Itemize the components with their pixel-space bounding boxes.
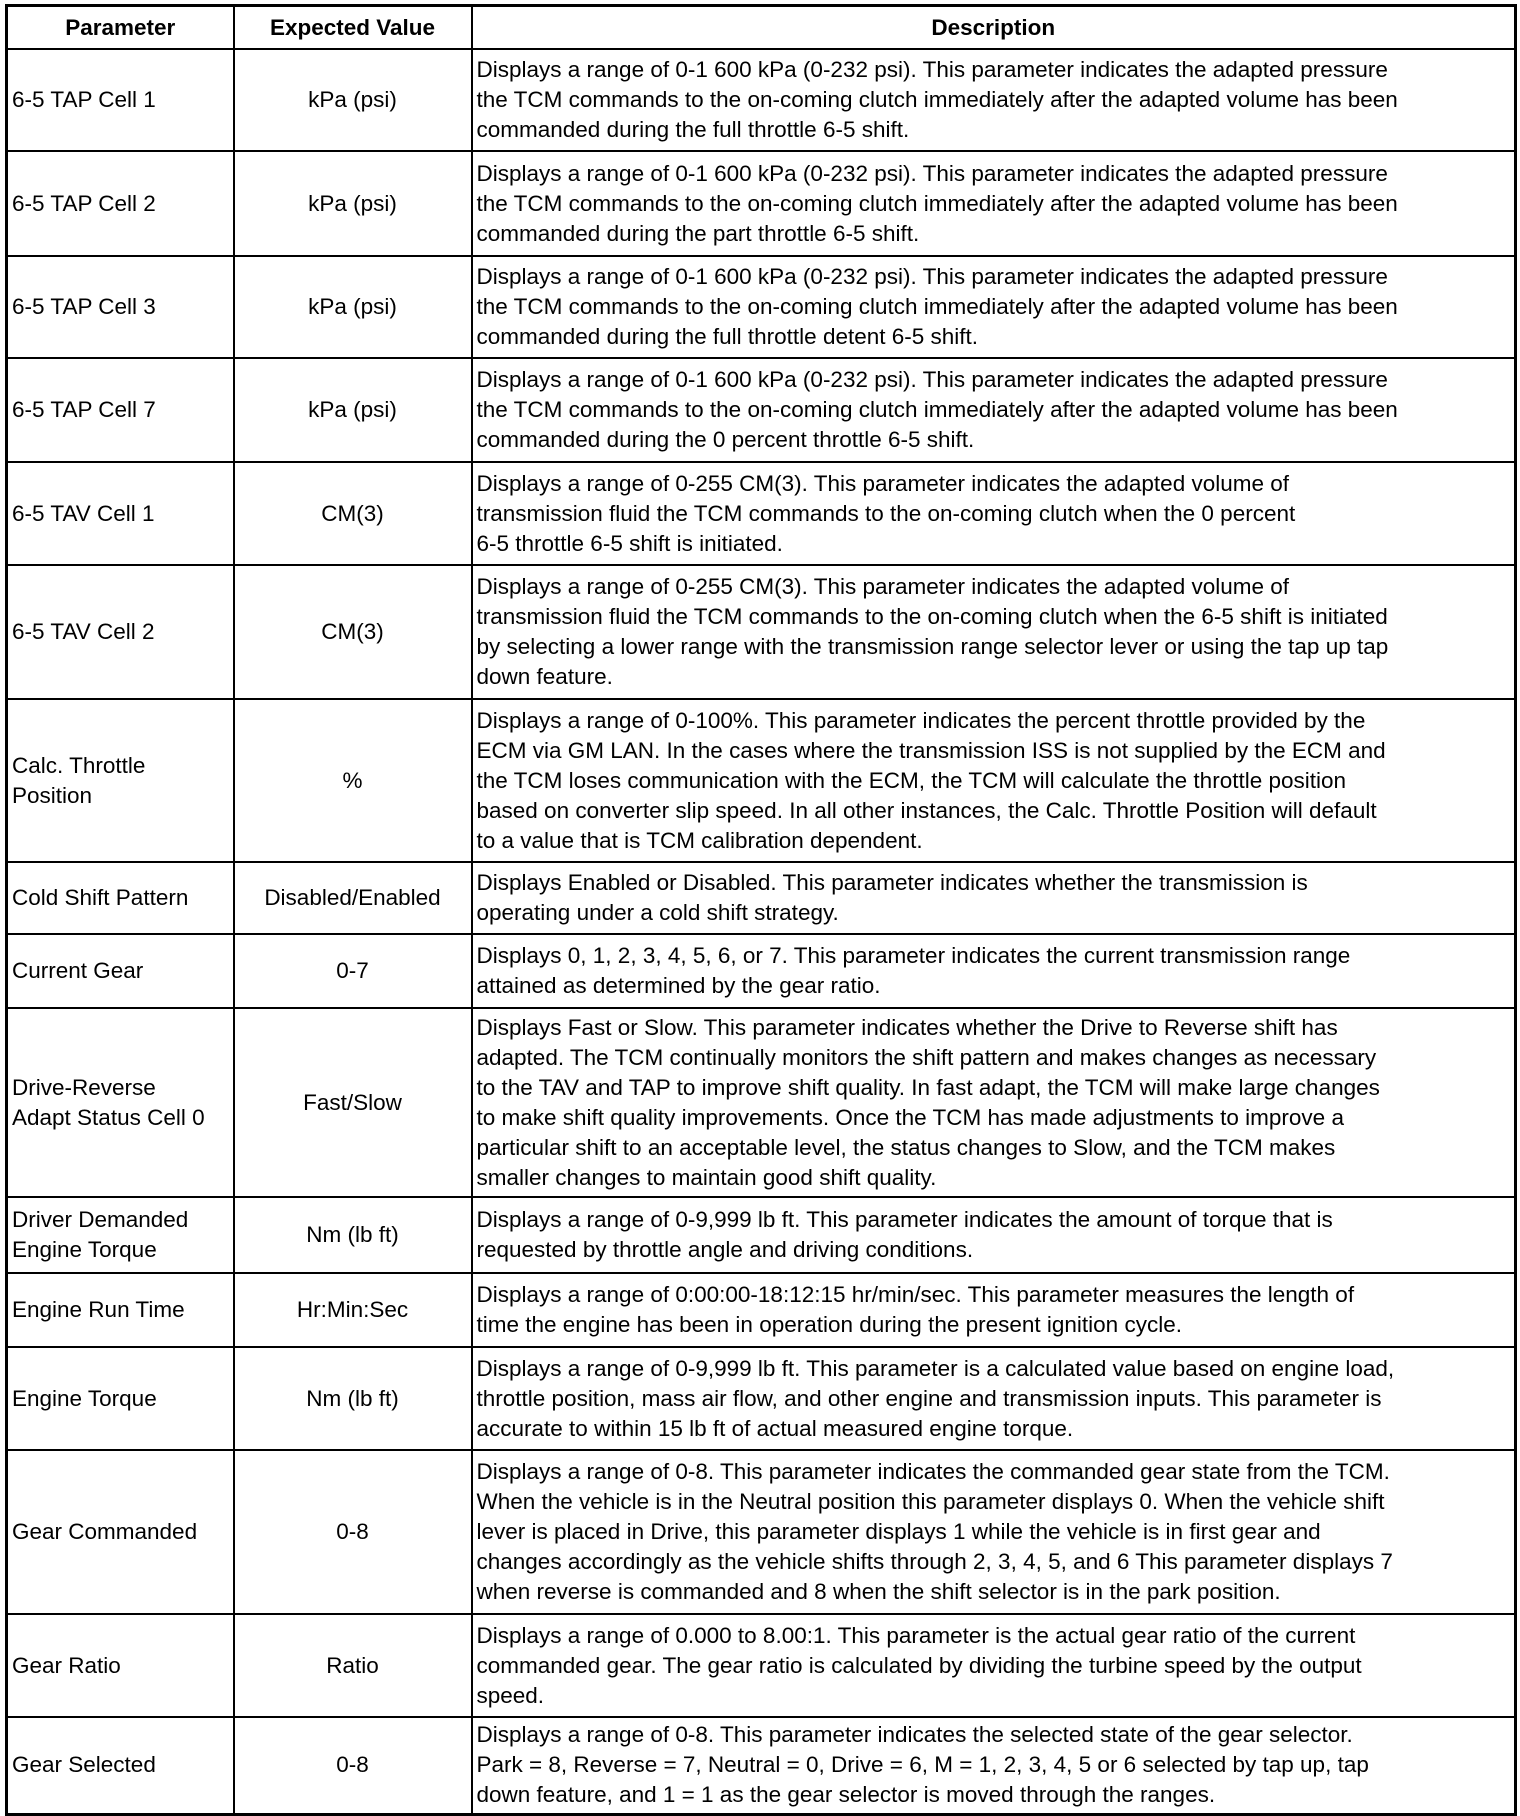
parameter-text: Cold Shift Pattern bbox=[12, 885, 189, 910]
description-line: Displays a range of 0-255 CM(3). This parameter indicates the adapted volume of bbox=[476, 574, 1290, 599]
table-row bbox=[7, 862, 1516, 934]
description-cell bbox=[472, 1717, 1516, 1814]
expected-value-cell: Disabled/Enabled bbox=[234, 862, 472, 934]
parameter-text: 6-5 TAP Cell 7 bbox=[12, 397, 156, 422]
description-line: adapted. The TCM continually monitors the shift pattern and makes changes as necessary bbox=[476, 1044, 1377, 1070]
parameter-table bbox=[5, 4, 1517, 1816]
expected-value-cell: Hr:Min:Sec bbox=[234, 1273, 472, 1347]
expected-value-cell: Nm (lb ft) bbox=[234, 1197, 472, 1273]
header-row bbox=[7, 6, 1516, 50]
table-row bbox=[7, 1717, 1516, 1814]
description-line: the TCM loses communication with the ECM, the TCM will calculate the throttle position bbox=[476, 767, 1347, 793]
parameter-cell bbox=[7, 862, 234, 934]
description-line: When the vehicle is in the Neutral position this parameter displays 0. When the vehicle shift bbox=[476, 1489, 1385, 1514]
parameter-text: 6-5 TAV Cell 2 bbox=[12, 619, 155, 644]
description-line: Displays a range of 0-100%. This parameter indicates the percent throttle provided by the bbox=[476, 707, 1366, 733]
description-cell bbox=[472, 565, 1516, 699]
parameter-text: 6-5 TAV Cell 1 bbox=[12, 500, 155, 526]
parameter-cell bbox=[7, 934, 234, 1008]
description-line: speed. bbox=[476, 1682, 545, 1708]
parameter-text: 6-5 TAP Cell 2 bbox=[12, 190, 156, 216]
expected-value-cell: 0-8 bbox=[234, 1717, 472, 1814]
description-line: lever is placed in Drive, this parameter displays 1 while the vehicle is in first gear and bbox=[476, 1519, 1321, 1544]
table-row bbox=[7, 1347, 1516, 1450]
description-line: Displays a range of 0-9,999 lb ft. This parameter indicates the amount of torque that is bbox=[476, 1207, 1333, 1232]
parameter-cell bbox=[7, 1717, 234, 1814]
table-row bbox=[7, 699, 1516, 862]
parameter-text: Gear Commanded bbox=[12, 1519, 198, 1544]
table-row bbox=[7, 49, 1516, 151]
expected-value-cell: kPa (psi) bbox=[234, 256, 472, 358]
description-cell bbox=[472, 1347, 1516, 1450]
parameter-text: Driver Demanded bbox=[12, 1207, 189, 1232]
parameter-text: 6-5 TAP Cell 1 bbox=[12, 87, 156, 112]
parameter-cell bbox=[7, 1614, 234, 1717]
description-line: to the TAV and TAP to improve shift quality. In fast adapt, the TCM will make large changes bbox=[476, 1074, 1380, 1100]
expected-value-cell: CM(3) bbox=[234, 462, 472, 565]
description-cell bbox=[472, 256, 1516, 358]
description-line: changes accordingly as the vehicle shifts through 2, 3, 4, 5, and 6 This parameter displays 7 bbox=[476, 1549, 1393, 1574]
description-cell bbox=[472, 862, 1516, 934]
description-line: Displays a range of 0-1 600 kPa (0-232 psi). This parameter indicates the adapted pressure bbox=[476, 57, 1388, 82]
description-line: to a value that is TCM calibration dependent. bbox=[476, 827, 923, 853]
description-line: operating under a cold shift strategy. bbox=[476, 900, 839, 925]
description-cell bbox=[472, 1197, 1516, 1273]
parameter-cell bbox=[7, 1008, 234, 1197]
description-line: the TCM commands to the on-coming clutch immediately after the adapted volume has been bbox=[476, 397, 1398, 422]
expected-value-cell: kPa (psi) bbox=[234, 49, 472, 151]
description-cell bbox=[472, 151, 1516, 256]
description-line: the TCM commands to the on-coming clutch immediately after the adapted volume has been bbox=[476, 190, 1398, 216]
description-line: Displays Enabled or Disabled. This parameter indicates whether the transmission is bbox=[476, 870, 1308, 895]
parameter-cell bbox=[7, 1273, 234, 1347]
parameter-text: Engine Run Time bbox=[12, 1297, 185, 1322]
parameter-text: Position bbox=[12, 782, 93, 808]
table-row bbox=[7, 358, 1516, 462]
table-row bbox=[7, 462, 1516, 565]
description-cell bbox=[472, 462, 1516, 565]
description-cell bbox=[472, 1273, 1516, 1347]
parameter-cell bbox=[7, 699, 234, 862]
description-line: transmission fluid the TCM commands to the on-coming clutch when the 6-5 shift is initiated bbox=[476, 604, 1388, 629]
parameter-cell bbox=[7, 565, 234, 699]
table-row bbox=[7, 1614, 1516, 1717]
description-cell bbox=[472, 1450, 1516, 1614]
table-row bbox=[7, 1197, 1516, 1273]
parameter-cell bbox=[7, 1347, 234, 1450]
parameter-text: Adapt Status Cell 0 bbox=[12, 1104, 205, 1130]
description-cell bbox=[472, 1008, 1516, 1197]
description-line: smaller changes to maintain good shift quality. bbox=[476, 1164, 937, 1190]
parameter-text: Gear Ratio bbox=[12, 1652, 121, 1678]
expected-value-cell: Nm (lb ft) bbox=[234, 1347, 472, 1450]
description-line: commanded during the full throttle 6-5 shift. bbox=[476, 117, 910, 142]
description-line: the TCM commands to the on-coming clutch immediately after the adapted volume has been bbox=[476, 294, 1398, 319]
description-line: Displays a range of 0-255 CM(3). This parameter indicates the adapted volume of bbox=[476, 470, 1290, 496]
parameter-text: Calc. Throttle bbox=[12, 752, 146, 778]
description-line: ECM via GM LAN. In the cases where the transmission ISS is not supplied by the ECM and bbox=[476, 737, 1386, 763]
parameter-cell bbox=[7, 256, 234, 358]
parameter-cell bbox=[7, 462, 234, 565]
parameter-text: Drive-Reverse bbox=[12, 1074, 156, 1100]
description-line: down feature. bbox=[476, 664, 613, 689]
description-cell bbox=[472, 49, 1516, 151]
table-row bbox=[7, 256, 1516, 358]
table-row bbox=[7, 151, 1516, 256]
description-line: Displays a range of 0-9,999 lb ft. This parameter is a calculated value based on engine load, bbox=[476, 1355, 1395, 1381]
parameter-cell bbox=[7, 358, 234, 462]
description-line: particular shift to an acceptable level, the status changes to Slow, and the TCM makes bbox=[476, 1134, 1336, 1160]
parameter-cell bbox=[7, 1197, 234, 1273]
description-line: the TCM commands to the on-coming clutch immediately after the adapted volume has been bbox=[476, 87, 1398, 112]
description-line: commanded gear. The gear ratio is calculated by dividing the turbine speed by the output bbox=[476, 1652, 1362, 1678]
table-row bbox=[7, 1450, 1516, 1614]
description-line: Park = 8, Reverse = 7, Neutral = 0, Drive = 6, M = 1, 2, 3, 4, 5 or 6 selected by tap up, tap bbox=[476, 1752, 1369, 1778]
description-line: to make shift quality improvements. Once the TCM has made adjustments to improve a bbox=[476, 1104, 1344, 1130]
expected-value-cell: % bbox=[234, 699, 472, 862]
expected-value-cell: kPa (psi) bbox=[234, 151, 472, 256]
description-cell bbox=[472, 934, 1516, 1008]
description-line: commanded during the full throttle detent 6-5 shift. bbox=[476, 324, 979, 349]
description-line: requested by throttle angle and driving conditions. bbox=[476, 1237, 974, 1262]
description-line: accurate to within 15 lb ft of actual measured engine torque. bbox=[476, 1415, 1074, 1441]
header-expected-value: Expected Value bbox=[234, 6, 472, 50]
description-line: Displays 0, 1, 2, 3, 4, 5, 6, or 7. This parameter indicates the current transmission range bbox=[476, 943, 1351, 968]
description-line: transmission fluid the TCM commands to the on-coming clutch when the 0 percent bbox=[476, 500, 1296, 526]
table-row bbox=[7, 1008, 1516, 1197]
table-row bbox=[7, 565, 1516, 699]
expected-value-cell: Fast/Slow bbox=[234, 1008, 472, 1197]
table-row bbox=[7, 1273, 1516, 1347]
parameter-text: Current Gear bbox=[12, 958, 144, 983]
parameter-text: Engine Torque bbox=[12, 1237, 157, 1262]
description-line: Displays a range of 0-1 600 kPa (0-232 psi). This parameter indicates the adapted pressure bbox=[476, 160, 1388, 186]
description-line: Displays Fast or Slow. This parameter indicates whether the Drive to Reverse shift has bbox=[476, 1014, 1338, 1040]
table-row bbox=[7, 934, 1516, 1008]
expected-value-cell: 0-8 bbox=[234, 1450, 472, 1614]
description-cell bbox=[472, 699, 1516, 862]
header-description: Description bbox=[472, 6, 1516, 50]
description-line: based on converter slip speed. In all other instances, the Calc. Throttle Position will default bbox=[476, 797, 1377, 823]
description-line: commanded during the 0 percent throttle 6-5 shift. bbox=[476, 427, 975, 452]
description-line: Displays a range of 0-1 600 kPa (0-232 psi). This parameter indicates the adapted pressure bbox=[476, 367, 1388, 392]
description-line: Displays a range of 0-1 600 kPa (0-232 psi). This parameter indicates the adapted pressure bbox=[476, 264, 1388, 289]
parameter-cell bbox=[7, 1450, 234, 1614]
expected-value-cell: kPa (psi) bbox=[234, 358, 472, 462]
description-line: Displays a range of 0-8. This parameter indicates the commanded gear state from the TCM. bbox=[476, 1459, 1390, 1484]
description-line: 6-5 throttle 6-5 shift is initiated. bbox=[476, 530, 783, 556]
description-line: attained as determined by the gear ratio. bbox=[476, 973, 881, 998]
description-cell bbox=[472, 1614, 1516, 1717]
description-line: when reverse is commanded and 8 when the shift selector is in the park position. bbox=[476, 1579, 1281, 1604]
parameter-text: Gear Selected bbox=[12, 1752, 156, 1778]
description-cell bbox=[472, 358, 1516, 462]
description-line: down feature, and 1 = 1 as the gear selector is moved through the ranges. bbox=[476, 1782, 1216, 1808]
description-line: time the engine has been in operation during the present ignition cycle. bbox=[476, 1312, 1182, 1337]
expected-value-cell: CM(3) bbox=[234, 565, 472, 699]
description-line: Displays a range of 0.000 to 8.00:1. This parameter is the actual gear ratio of the current bbox=[476, 1622, 1356, 1648]
description-line: commanded during the part throttle 6-5 shift. bbox=[476, 220, 920, 246]
parameter-text: 6-5 TAP Cell 3 bbox=[12, 294, 156, 319]
parameter-cell bbox=[7, 49, 234, 151]
description-line: Displays a range of 0-8. This parameter indicates the selected state of the gear selector. bbox=[476, 1722, 1353, 1748]
expected-value-cell: Ratio bbox=[234, 1614, 472, 1717]
expected-value-cell: 0-7 bbox=[234, 934, 472, 1008]
parameter-cell bbox=[7, 151, 234, 256]
description-line: by selecting a lower range with the transmission range selector lever or using the tap up tap bbox=[476, 634, 1389, 659]
description-line: Displays a range of 0:00:00-18:12:15 hr/min/sec. This parameter measures the length of bbox=[476, 1282, 1355, 1307]
parameter-text: Engine Torque bbox=[12, 1385, 157, 1411]
header-parameter: Parameter bbox=[7, 6, 234, 50]
description-line: throttle position, mass air flow, and other engine and transmission inputs. This parameter is bbox=[476, 1385, 1382, 1411]
